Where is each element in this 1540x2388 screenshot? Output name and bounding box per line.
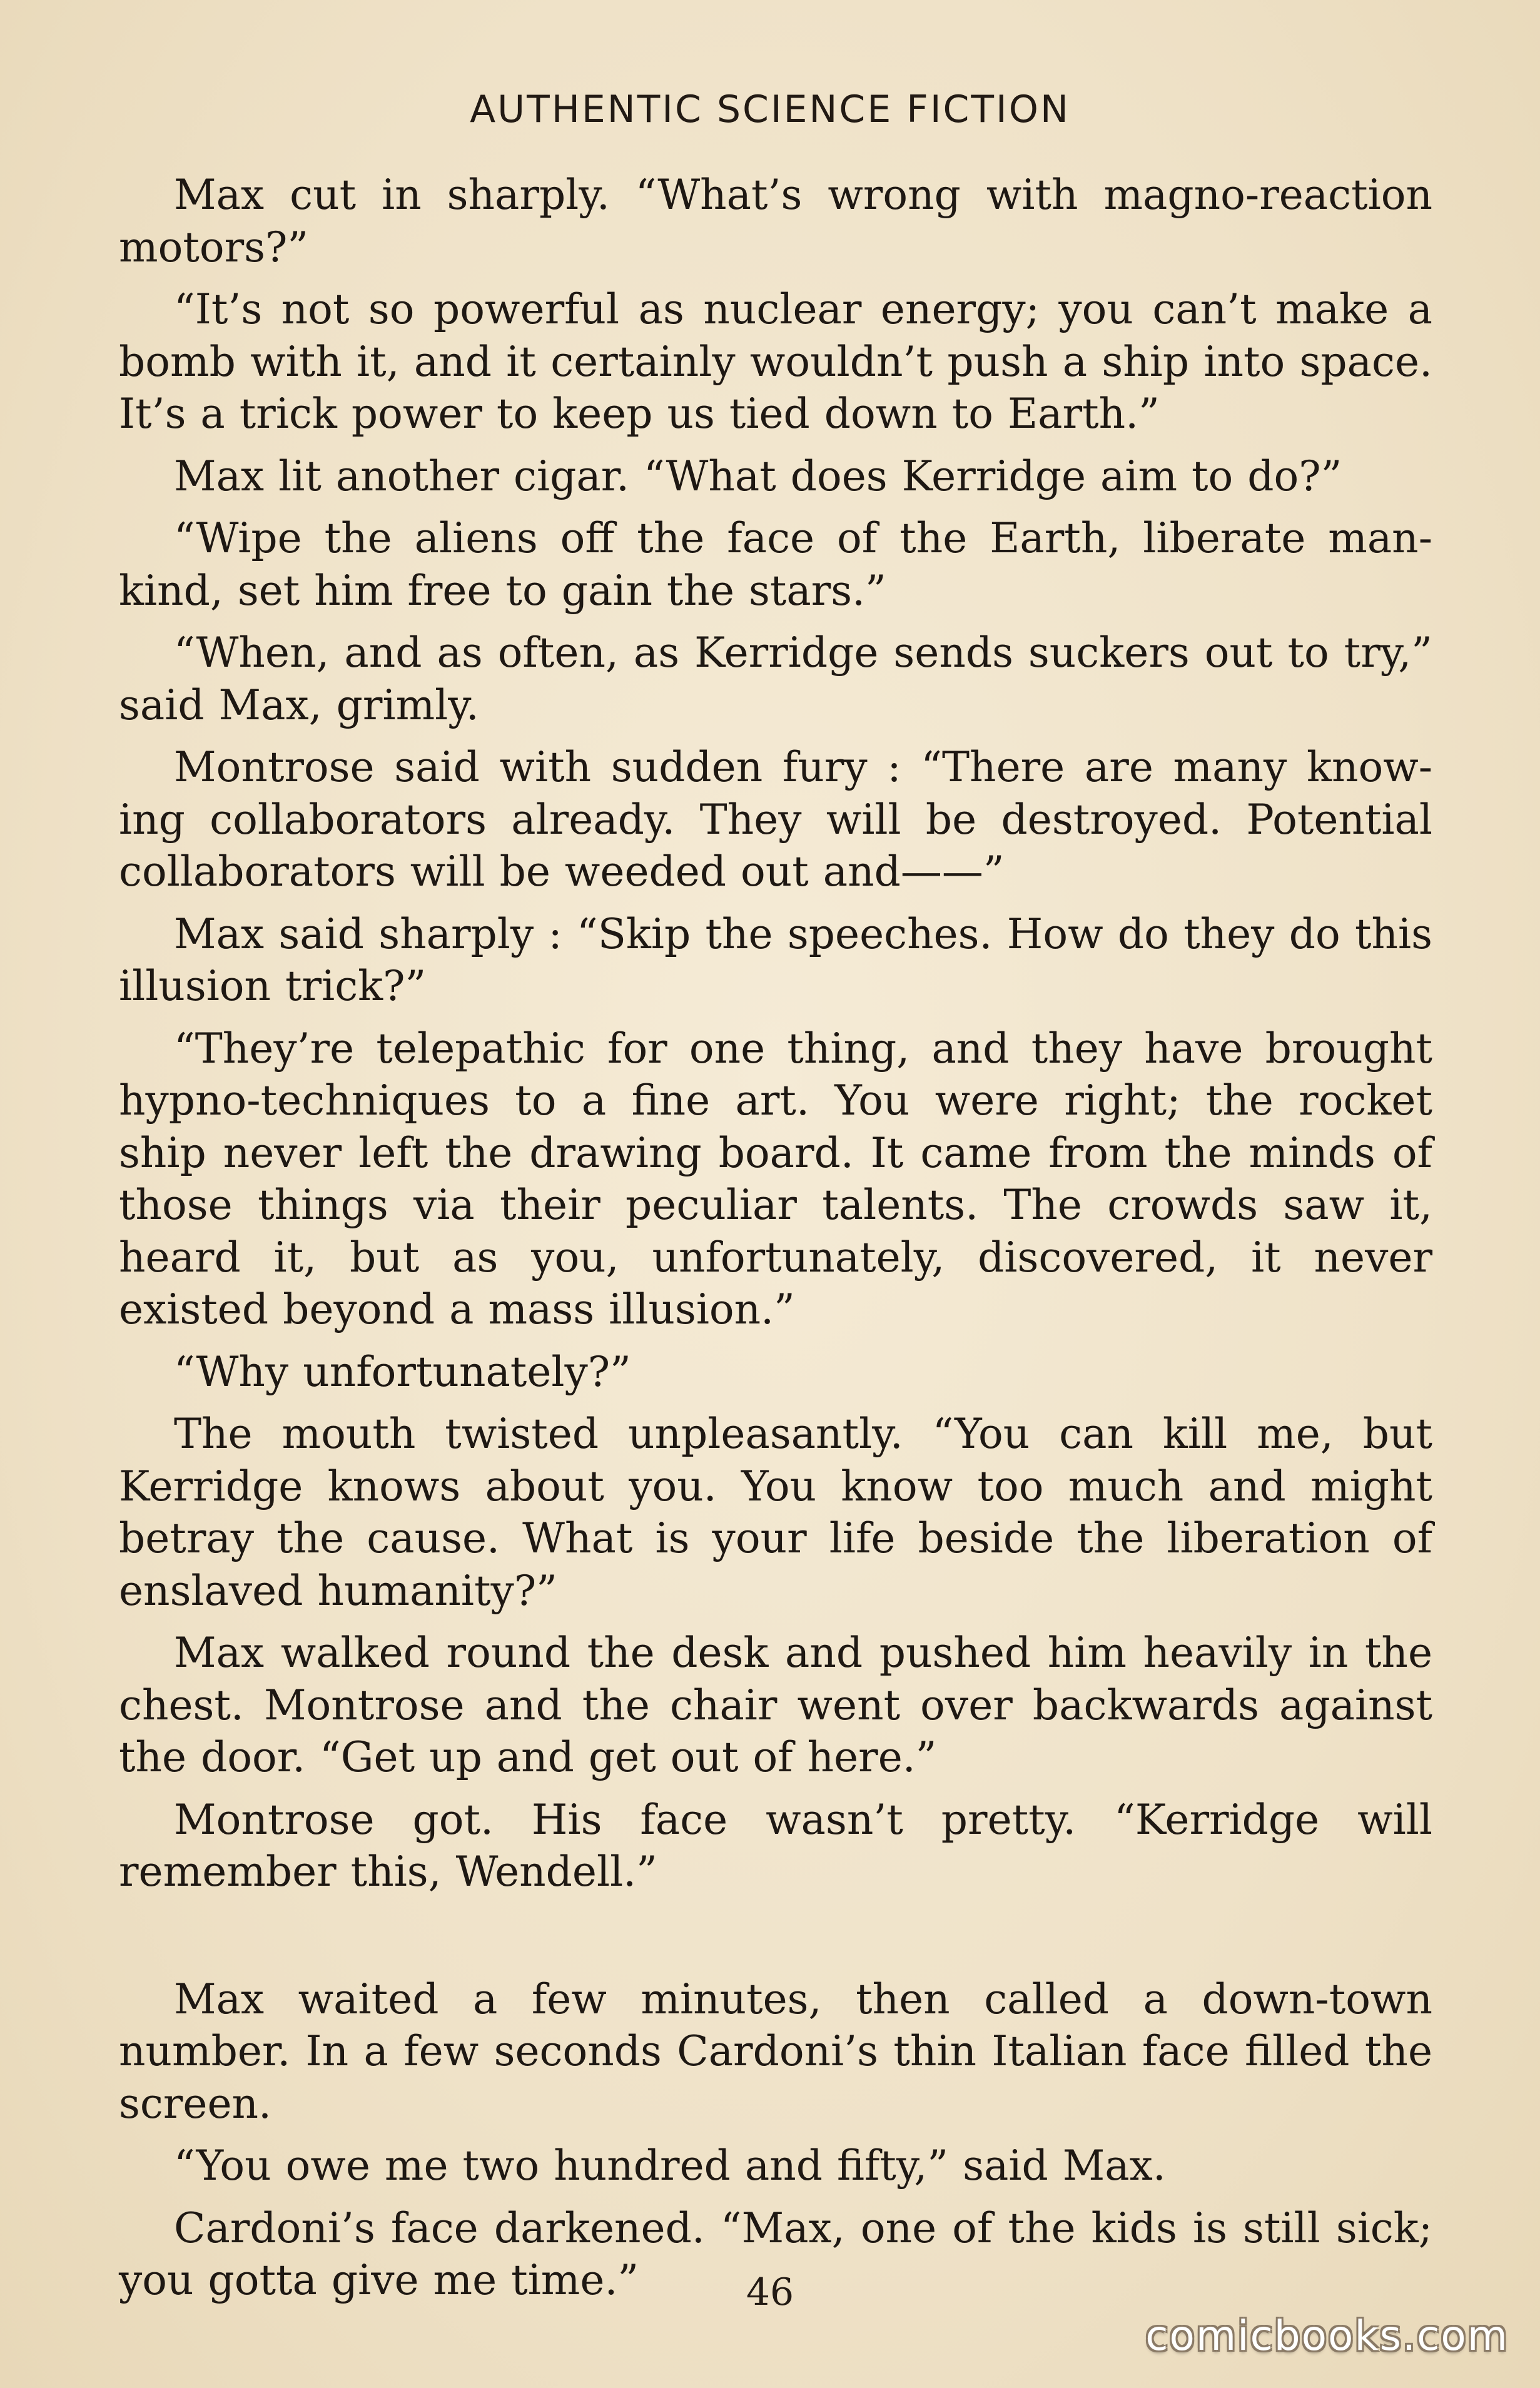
paragraph: “When, and as often, as Kerridge sends suckers out to try,” said Max, grimly. <box>119 629 1432 729</box>
paragraph: “They’re telepathic for one thing, and they have brought hypno-techniques to a fine art. You were right; the rocket ship never left the drawing board. It came from the minds of those things via their peculiar talents. The crowds saw it, heard it, but as you, unfortunately, discovered, it never existed beyond a mass illusion.” <box>119 1024 1432 1333</box>
body-text <box>119 169 1432 2317</box>
paragraph: Max said sharply : “Skip the speeches. How do they do this illusion trick?” <box>119 909 1432 1010</box>
paragraph: Cardoni’s face darkened. “Max, one of the kids is still sick; you gotta give me time.” <box>119 2203 1432 2304</box>
paragraph: Montrose said with sudden fury : “There are many know-ing collaborators already. They will be destroyed. Potential collaborators will be weeded out and——” <box>119 743 1432 896</box>
paragraph: “It’s not so powerful as nuclear energy; you can’t make a bomb with it, and it certainly wouldn’t push a ship into space. It’s a trick power to keep us tied down to Earth.” <box>119 285 1432 438</box>
paragraph: Max lit another cigar. “What does Kerridge aim to do?” <box>174 452 1342 500</box>
paragraph: Max walked round the desk and pushed him heavily in the chest. Montrose and the chair went over backwards against the door. “Get up and get out of here.” <box>119 1629 1432 1781</box>
paragraph: Max waited a few minutes, then called a down-town number. In a few seconds Cardoni’s thin Italian face filled the screen. <box>119 1975 1432 2128</box>
running-header: AUTHENTIC SCIENCE FICTION <box>470 88 1070 131</box>
paragraph: The mouth twisted unpleasantly. “You can kill me, but Kerridge knows about you. You know too much and might betray the cause. What is your life beside the liberation of enslaved humanity?” <box>119 1410 1432 1615</box>
paragraph: “Why unfortunately?” <box>174 1347 631 1396</box>
paragraph: Max cut in sharply. “What’s wrong with magno-reaction motors?” <box>119 171 1432 271</box>
paragraph: Montrose got. His face wasn’t pretty. “Kerridge will remember this, Wendell.” <box>119 1795 1432 1896</box>
paragraph: “You owe me two hundred and fifty,” said Max. <box>174 2142 1166 2190</box>
paragraph: “Wipe the aliens off the face of the Earth, liberate man-kind, set him free to gain the stars.” <box>119 514 1432 615</box>
watermark: comicbooks.com <box>1145 2312 1509 2360</box>
page-number: 46 <box>746 2270 794 2314</box>
